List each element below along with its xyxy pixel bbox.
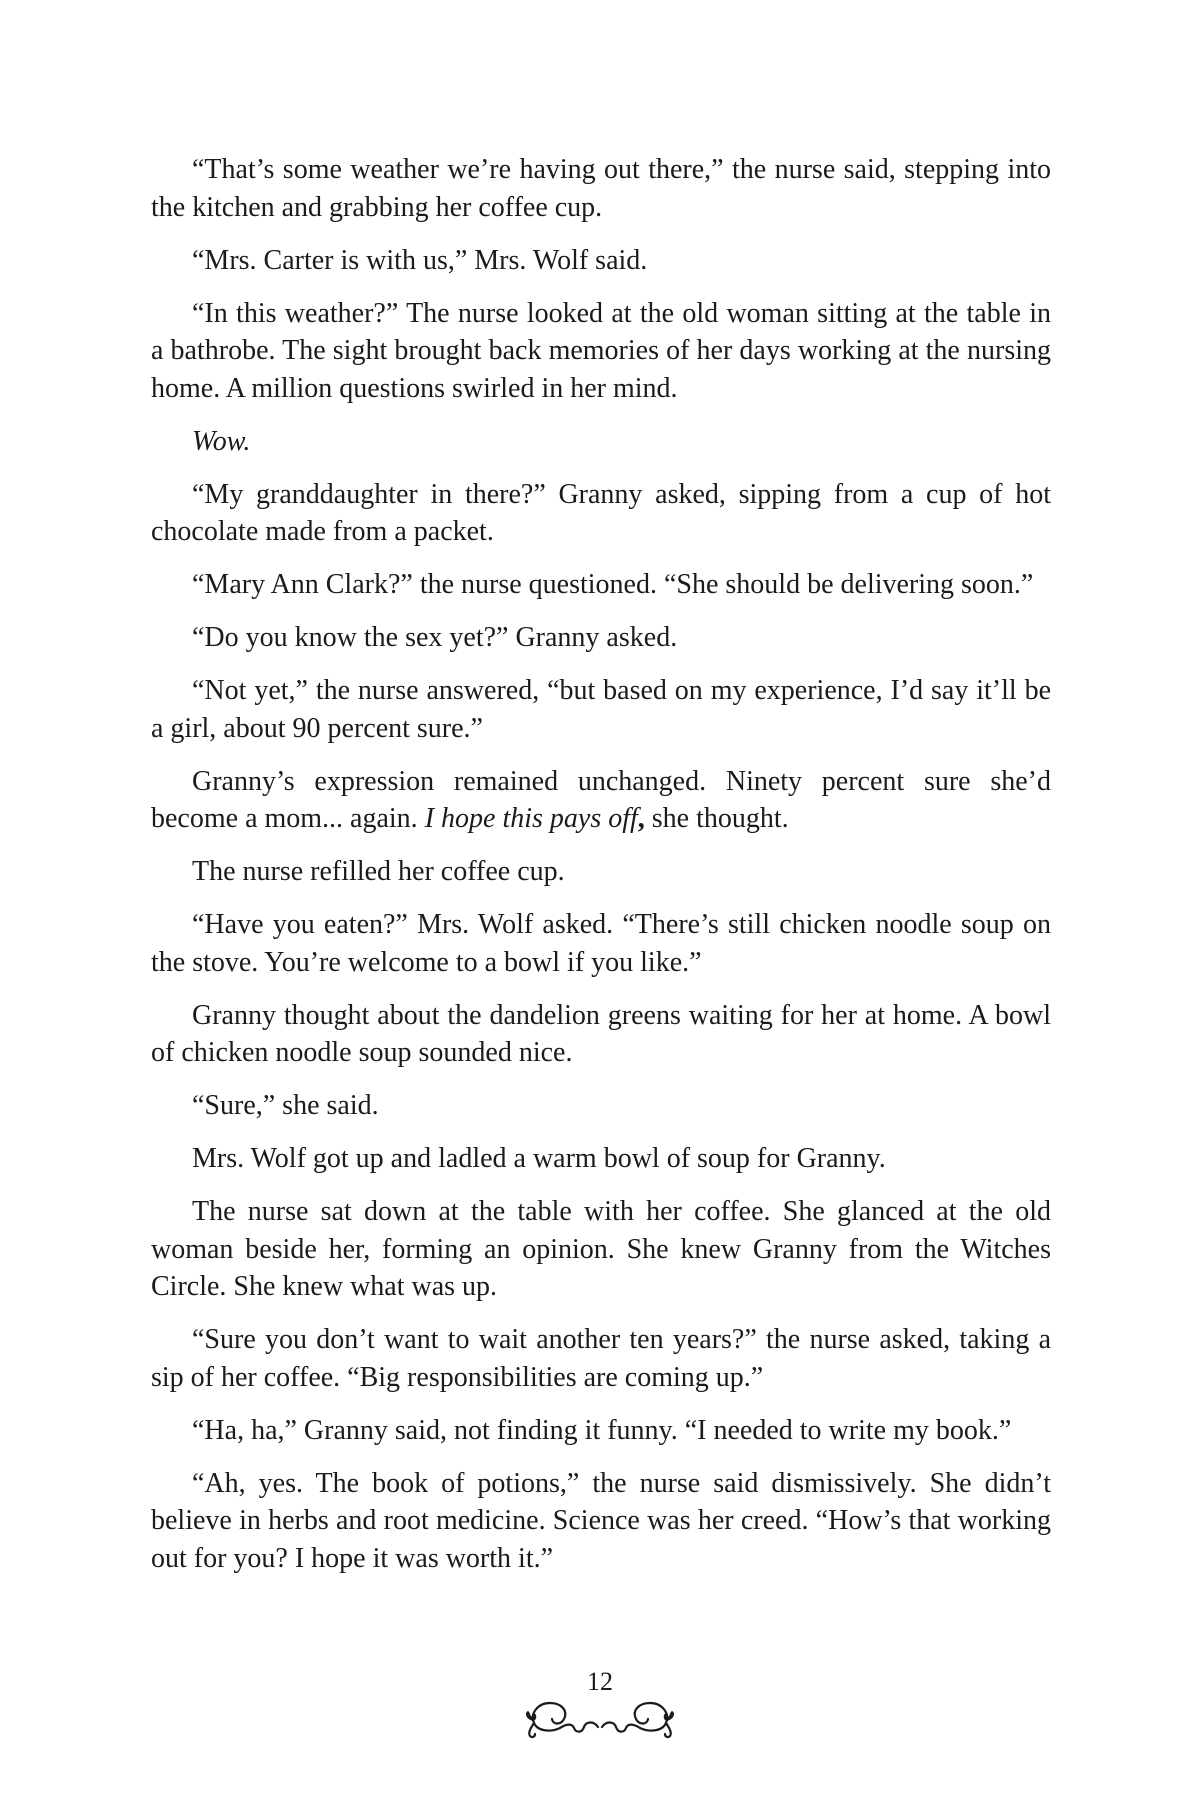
bold-comma: , bbox=[637, 803, 645, 834]
paragraph-text: “Do you know the sex yet?” Granny asked. bbox=[192, 622, 678, 653]
paragraph bbox=[151, 476, 1051, 551]
paragraph bbox=[151, 1321, 1051, 1396]
paragraph bbox=[151, 1140, 1051, 1178]
paragraph-text: “In this weather?” The nurse looked at the old woman sitting at the table in a bathrobe. The sight brought back memories of her days working at the nursing home. A million questions swirled in her mind. bbox=[151, 297, 1051, 404]
paragraph-text: “That’s some weather we’re having out there,” the nurse said, stepping into the kitchen and grabbing her coffee cup. bbox=[151, 154, 1051, 223]
paragraph-text: “Have you eaten?” Mrs. Wolf asked. “There’s still chicken noodle soup on the stove. You’re welcome to a bowl if you like.” bbox=[151, 909, 1051, 978]
paragraph-text: “Mary Ann Clark?” the nurse questioned. “She should be delivering soon.” bbox=[192, 569, 1034, 600]
italic-text: I hope this pays off bbox=[424, 803, 638, 834]
paragraph-text: Granny’s expression remained unchanged. Ninety percent sure she’d become a mom... again. bbox=[151, 765, 1051, 834]
paragraph bbox=[151, 151, 1051, 226]
paragraph-text: The nurse refilled her coffee cup. bbox=[192, 856, 565, 887]
page-number: 12 bbox=[587, 1667, 613, 1696]
paragraph bbox=[151, 1087, 1051, 1125]
paragraph bbox=[151, 763, 1051, 838]
paragraph bbox=[151, 853, 1051, 891]
paragraph bbox=[151, 906, 1051, 981]
paragraph bbox=[151, 619, 1051, 657]
paragraph-text: “Ha, ha,” Granny said, not finding it funny. “I needed to write my book.” bbox=[192, 1414, 1012, 1446]
paragraph bbox=[151, 295, 1051, 408]
paragraph-text: “My granddaughter in there?” Granny asked, sipping from a cup of hot chocolate made from a packet. bbox=[151, 478, 1051, 547]
paragraph bbox=[151, 1412, 1051, 1450]
scroll-flourish-icon bbox=[520, 1697, 680, 1739]
paragraph-text: “Sure you don’t want to wait another ten years?” the nurse asked, taking a sip of her coffee. “Big responsibilities are coming up.” bbox=[151, 1324, 1051, 1393]
paragraph-text: Granny thought about the dandelion greens waiting for her at home. A bowl of chicken noodle soup sounded nice. bbox=[151, 999, 1051, 1068]
paragraph bbox=[151, 242, 1051, 280]
paragraph bbox=[151, 1465, 1051, 1578]
paragraph-text: “Ah, yes. The book of potions,” the nurse said dismissively. She didn’t believe in herbs and root medicine. Science was her creed. “How’s that working out for you? I hope it was worth it.” bbox=[151, 1467, 1051, 1574]
paragraph-text: Mrs. Wolf got up and ladled a warm bowl of soup for Granny. bbox=[192, 1143, 886, 1174]
paragraph bbox=[151, 997, 1051, 1072]
body-text bbox=[151, 151, 1051, 1577]
paragraph bbox=[151, 1193, 1051, 1306]
paragraph bbox=[151, 566, 1051, 604]
paragraph-text: “Not yet,” the nurse answered, “but based on my experience, I’d say it’ll be a girl, about 90 percent sure.” bbox=[151, 675, 1051, 744]
paragraph-italic-thought bbox=[151, 423, 1051, 461]
italic-text: Wow. bbox=[192, 425, 251, 457]
paragraph-text: “Mrs. Carter is with us,” Mrs. Wolf said. bbox=[192, 244, 648, 276]
paragraph-text: “Sure,” she said. bbox=[192, 1090, 379, 1121]
paragraph bbox=[151, 672, 1051, 747]
paragraph-text: The nurse sat down at the table with her coffee. She glanced at the old woman beside her, forming an opinion. She knew Granny from the Witches Circle. She knew what was up. bbox=[151, 1196, 1051, 1302]
paragraph-text: she thought. bbox=[644, 803, 789, 834]
